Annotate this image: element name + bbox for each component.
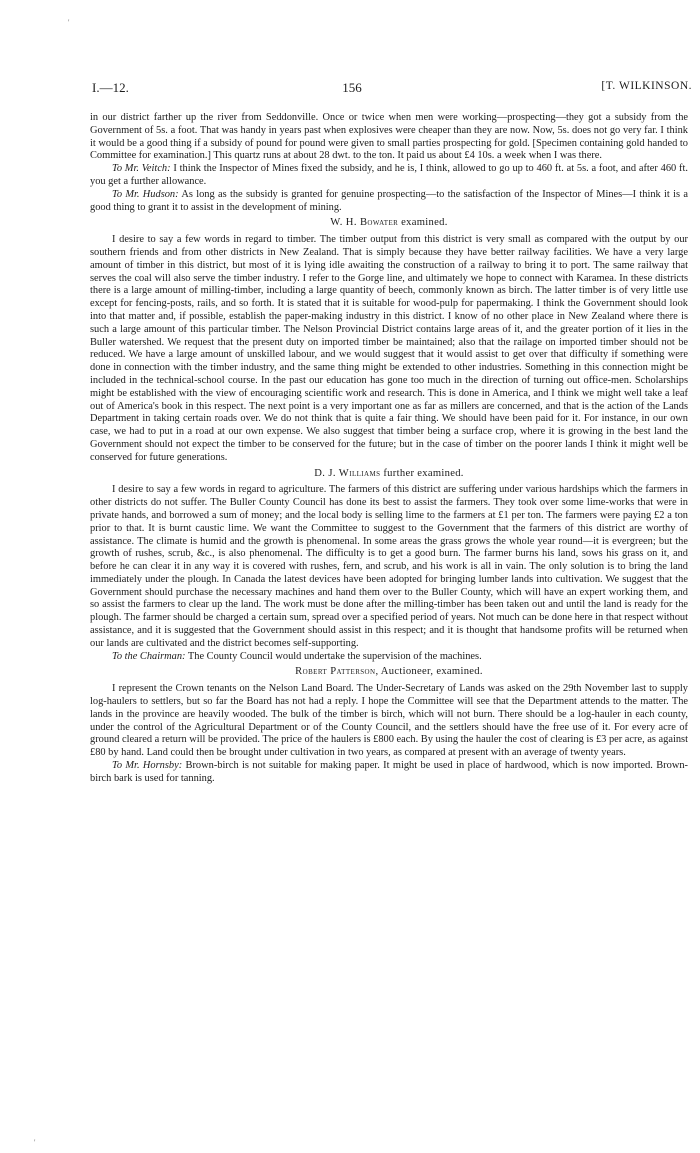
header-witness: [T. WILKINSON. xyxy=(601,80,692,92)
header-reference: I.—12. xyxy=(92,80,129,95)
paragraph-text: The County Council would undertake the supervision of the machines. xyxy=(185,650,482,662)
page-header xyxy=(92,80,692,98)
speaker-label: To the Chairman: xyxy=(112,650,186,662)
paragraph: I represent the Crown tenants on the Nelson Land Board. The Under-Secretary of Lands was asked on the 29th November last to supply log-haulers to settlers, but so far the Board has not had a reply. I hope the Committee will see that the Department attends to the matter. The lands in the province are heavily wooded. The bulk of the timber is birch, which will not burn. There should be a log-hauler in each county, under the control of the Agricultural Department or of the County Council, and the settlers should have the free use of it. For every acre of ground cleared a return will be provided. The price of the haulers is £800 each. By using the hauler the cost of clearing is £3 per acre, as against £80 by hand. Land could then be brought under cultivation in two years, as compared at present with an average of twenty years. xyxy=(90,683,688,759)
paragraph-text: As long as the subsidy is granted for genuine prospecting—to the satisfaction of the Inspector of Mines—I think it is a good thing to grant it to assist in the development of mining. xyxy=(90,188,688,213)
paragraph: in our district farther up the river from Seddonville. Once or twice when men were working—prospecting—they got a subsidy from the Government of 5s. a foot. That was handy in years past when explosives were cheaper than they are now. Now, 5s. does not go very far. I think it would be a good thing if a subsidy of pound for pound were given to small parties prospecting for gold. [Specimen containing gold handed to Committee for examination.] This quartz runs at about 28 dwt. to the ton. It paid us about £4 10s. a week when I was there. xyxy=(90,112,688,162)
witness-name: Robert Patterson xyxy=(295,666,376,678)
witness-heading xyxy=(90,666,688,679)
speaker-label: To Mr. Veitch: xyxy=(112,163,171,175)
page-number: 156 xyxy=(342,80,362,95)
paragraph: I desire to say a few words in regard to timber. The timber output from this district is very small as compared with the output by our southern friends and from other districts in New Zealand. That is simply because they have better railway facilities. We have a very large amount of timber in this district, but most of it is lying idle awaiting the construction of a railway to bring it to port. The same railway that serves the coal will also serve the timber industry. I refer to the Gorge line, and ultimately we hope to connect with Karamea. In these districts there is a large amount of milling-timber, including a large quantity of beech, commonly known as birch. The latter timber is of very little use except for fencing-posts, rails, and so forth. It is stated that it is suitable for wood-pulp for papermaking. I think the Government should look into that matter and, if possible, establish the paper-making industry in this district. I know of no other place in New Zealand where there is such a large amount of this particular timber. The Nelson Provincial District contains large areas of it, and the greater portion of it lies in the Buller watershed. We request that the present duty on imported timber be maintained; also that the railage on imported timber should not be reduced. We have a large amount of unskilled labour, and we would suggest that it would assist to get over that difficulty if something were done in connection with the timber industry, and the same thing might be extended to other industries. Something in this connection might be included in the technical-school course. In the past our education has gone too much in the direction of turning out office-men. Scholarships might be established with the view of encouraging scientific work and research. This is done in America, and I think we might well take a leaf out of America's book in this respect. The next point is a very important one as far as millers are concerned, and that is the action of the Lands Department in taking certain roads over. We do not think that is quite a fair thing. We should have been paid for it. For instance, in our own case, we had to put in a road at our own expense. We also suggest that timber being a surface crop, where it is growing in the best land the Government should not expect the timber to be conserved for the future; but in the case of timber on the poorer lands I think it might well be conserved for future generations. xyxy=(90,234,688,463)
margin-tick-top: ' xyxy=(68,18,70,27)
witness-status: , Auctioneer, examined. xyxy=(375,666,483,678)
paragraph xyxy=(90,760,688,786)
witness-name: W. H. Bowater xyxy=(330,217,399,229)
paragraph xyxy=(90,651,688,664)
paragraph xyxy=(90,163,688,189)
paragraph-text: I think the Inspector of Mines fixed the subsidy, and he is, I think, allowed to go up to 460 ft. at 5s. a foot, and after 460 ft. you get a further allowance. xyxy=(90,163,688,187)
speaker-label: To Mr. Hornsby: xyxy=(112,760,183,772)
speaker-label: To Mr. Hudson: xyxy=(112,188,179,200)
witness-heading xyxy=(90,217,688,230)
paragraph: I desire to say a few words in regard to agriculture. The farmers of this district are suffering under various hardships which the farmers in other districts do not suffer. The Buller County Council has done its best to assist the farmers. They took over some lime-works that were in private hands, and borrowed a sum of money; and the local body is selling lime to the farmers at £1 per ton. The farmers were paying £2 a ton prior to that. It is burnt caustic lime. We want the Committee to suggest to the Government that the farmers of this district are worthy of assistance. The climate is humid and the growth is phenomenal. In some areas the grass grows the whole year round—it is evergreen; but the growth of rushes, scrub, &c., is also phenomenal. The difficulty is to get a good burn. The farmer burns his land, sows his grass on it, and before he can clear it in any way it is covered with rushes, fern, and scrub, and his work is all in vain. The only solution is to bring the land immediately under the plough. In Canada the latest devices have been adopted for bringing lumber lands into cultivation. We suggest that the Government should purchase the necessary machines and hand them over to the Buller County, which will have an expert working them, and so assist the farmers to clear up the land. The work must be done after the milling-timber has been taken out and until the land is ready for the plough. The farmer should be charged a certain sum, spread over a specified period of years. Not much can be done here in that respect without assistance, and it is suggested that the Government should assist in this respect; and it is thought that handsome profits will be returned when our lands are cultivated and the district becomes self-supporting. xyxy=(90,484,688,649)
paragraph-text: Brown-birch is not suitable for making paper. It might be used in place of hardwood, which is now imported. Brown-birch bark is used for tanning. xyxy=(90,760,688,784)
witness-status: examined. xyxy=(398,217,448,229)
paragraph xyxy=(90,189,688,215)
witness-status: further examined. xyxy=(380,467,464,479)
margin-tick-bottom: ' xyxy=(34,1138,36,1147)
witness-name: D. J. Williams xyxy=(314,467,381,479)
document-body xyxy=(90,112,688,786)
witness-heading xyxy=(90,468,688,481)
